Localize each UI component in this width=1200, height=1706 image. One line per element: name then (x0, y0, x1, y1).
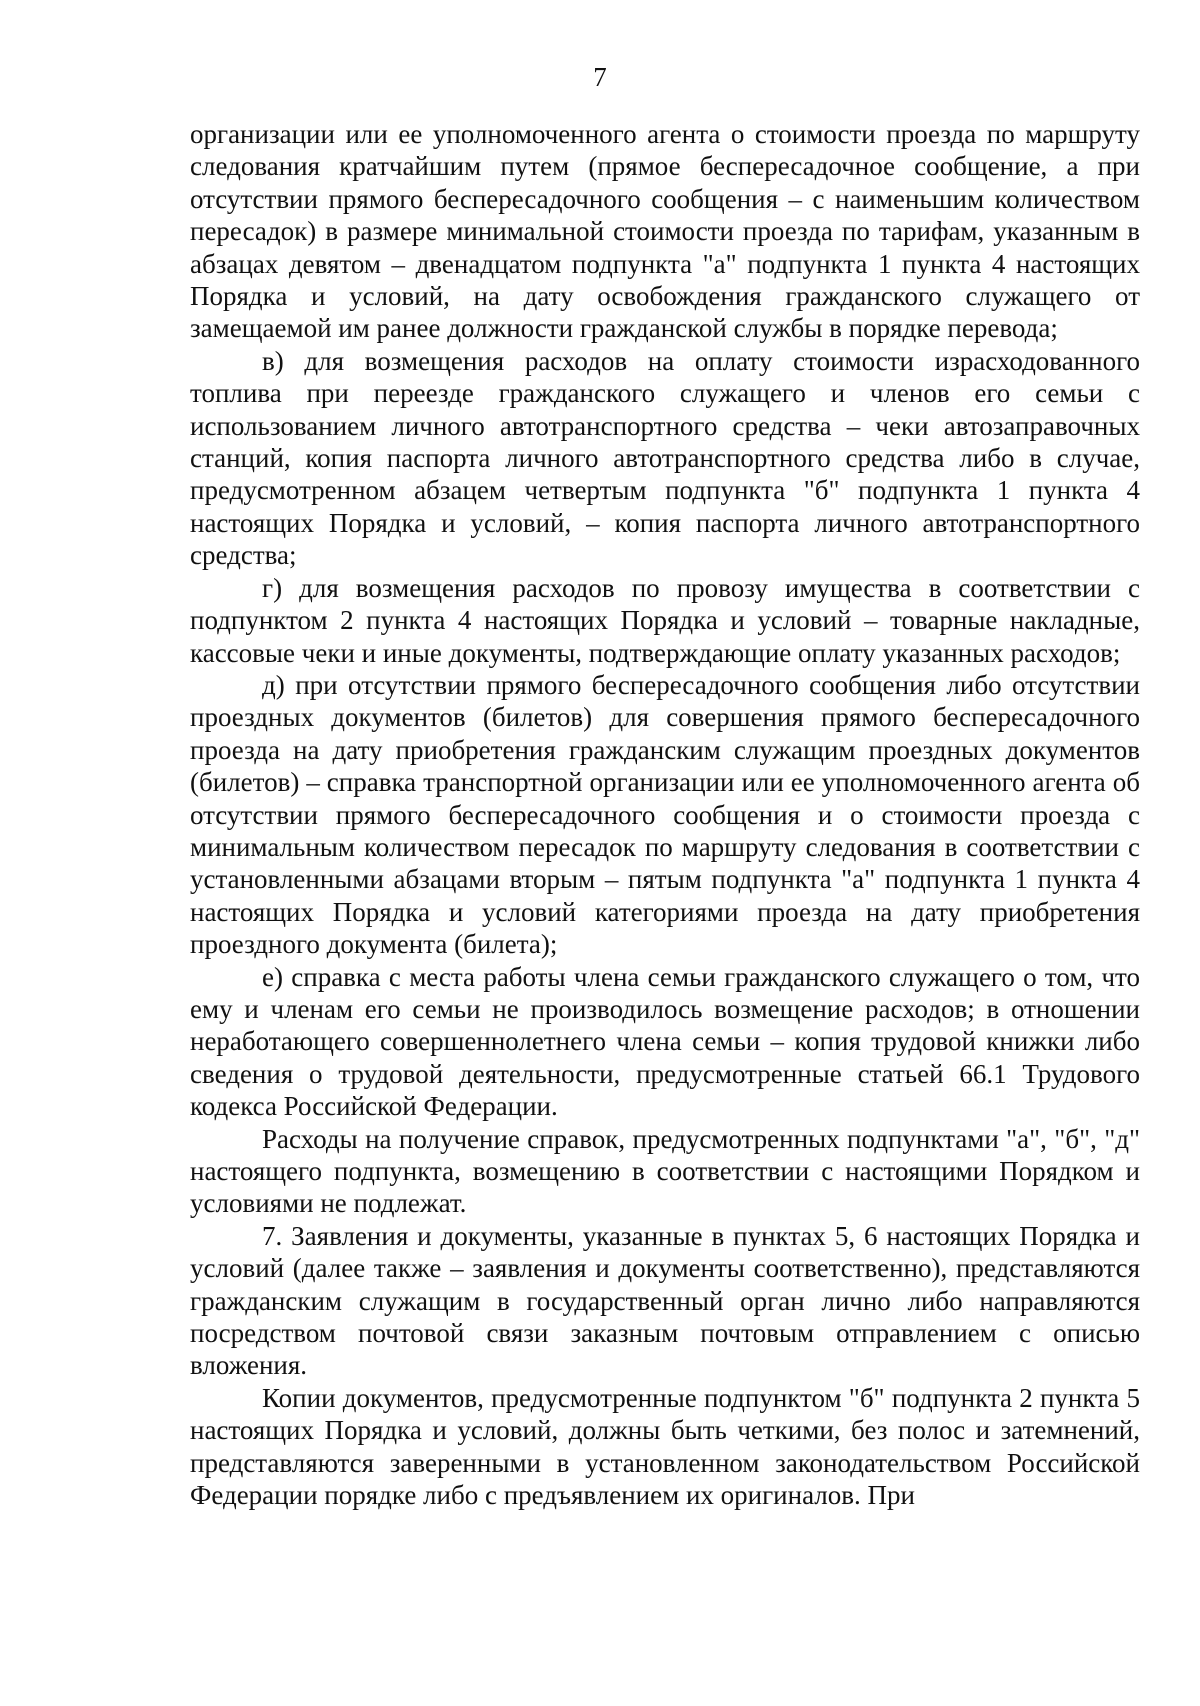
paragraph-expenses-note: Расходы на получение справок, предусмотренных подпунктами "а", "б", "д" настоящего подпункта, возмещению в соответствии с настоящими Порядком и условиями не подлежат. (190, 1123, 1140, 1219)
document-body (190, 118, 1140, 1511)
paragraph-copies: Копии документов, предусмотренные подпунктом "б" подпункта 2 пункта 5 настоящих Порядка и условий, должны быть четкими, без полос и затемнений, представляются заверенными в установленном законодательством Российской Федерации порядке либо с предъявлением их оригиналов. При (190, 1382, 1140, 1511)
paragraph-item-e: е) справка с места работы члена семьи гражданского служащего о том, что ему и членам его семьи не производилось возмещение расходов; в отношении неработающего совершеннолетнего члена семьи – копия трудовой книжки либо сведения о трудовой деятельности, предусмотренные статьей 66.1 Трудового кодекса Российской Федерации. (190, 961, 1140, 1122)
page-number: 7 (593, 62, 607, 92)
paragraph-item-v: в) для возмещения расходов на оплату стоимости израсходованного топлива при переезде гражданского служащего и членов его семьи с использованием личного автотранспортного средства – чеки автозаправочных станций, копия паспорта личного автотранспортного средства либо в случае, предусмотренном абзацем четвертым подпункта "б" подпункта 1 пункта 4 настоящих Порядка и условий, – копия паспорта личного автотранспортного средства; (190, 345, 1140, 571)
paragraph-item-g: г) для возмещения расходов по провозу имущества в соответствии с подпунктом 2 пункта 4 настоящих Порядка и условий – товарные накладные, кассовые чеки и иные документы, подтверждающие оплату указанных расходов; (190, 572, 1140, 668)
paragraph-clause-7: 7. Заявления и документы, указанные в пунктах 5, 6 настоящих Порядка и условий (далее также – заявления и документы соответственно), представляются гражданским служащим в государственный орган лично либо направляются посредством почтовой связи заказным почтовым отправлением с описью вложения. (190, 1220, 1140, 1381)
paragraph-item-d: д) при отсутствии прямого беспересадочного сообщения либо отсутствии проездных документов (билетов) для совершения прямого беспересадочного проезда на дату приобретения гражданским служащим проездных документов (билетов) – справка транспортной организации или ее уполномоченного агента об отсутствии прямого беспересадочного сообщения и о стоимости проезда с минимальным количеством пересадок по маршруту следования в соответствии с установленными абзацами вторым – пятым подпункта "а" подпункта 1 пункта 4 настоящих Порядка и условий категориями проезда на дату приобретения проездного документа (билета); (190, 669, 1140, 960)
paragraph-continuation: организации или ее уполномоченного агента о стоимости проезда по маршруту следования кратчайшим путем (прямое беспересадочное сообщение, а при отсутствии прямого беспересадочного сообщения – с наименьшим количеством пересадок) в размере минимальной стоимости проезда по тарифам, указанным в абзацах девятом – двенадцатом подпункта "а" подпункта 1 пункта 4 настоящих Порядка и условий, на дату освобождения гражданского служащего от замещаемой им ранее должности гражданской службы в порядке перевода; (190, 119, 1140, 344)
